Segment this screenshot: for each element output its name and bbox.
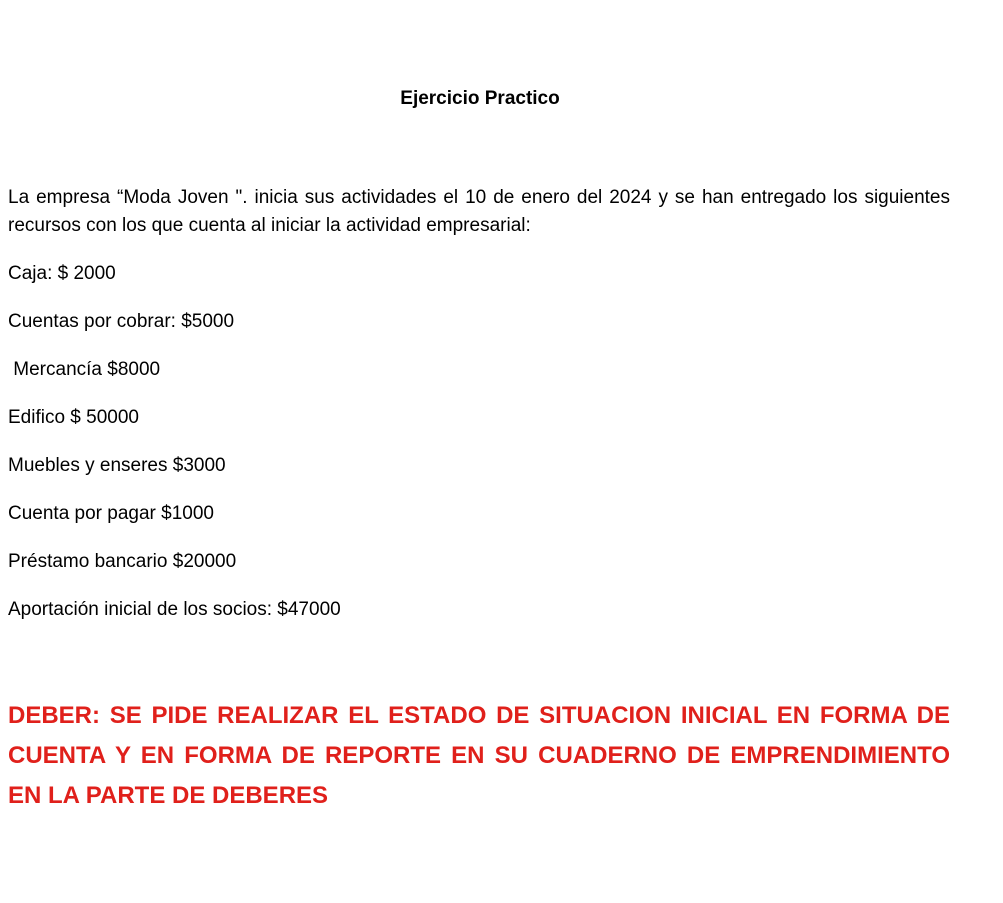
list-item: Cuentas por cobrar: $5000 [8,311,235,332]
list-item: Mercancía $8000 [8,359,161,380]
resource-list [8,262,948,646]
list-item: Cuenta por pagar $1000 [8,503,214,524]
list-item: Caja: $ 2000 [8,263,116,284]
list-item: Edifico $ 50000 [8,407,139,428]
intro-paragraph: La empresa “Moda Joven ". inicia sus actividades el 10 de enero del 2024 y se han entregado los siguientes recursos con los que cuenta al iniciar la actividad empresarial: [8,187,950,236]
list-item: Aportación inicial de los socios: $47000 [8,599,341,620]
list-item: Muebles y enseres $3000 [8,455,226,476]
homework-instruction: DEBER: SE PIDE REALIZAR EL ESTADO DE SITUACION INICIAL EN FORMA DE CUENTA Y EN FORMA DE REPORTE EN SU CUADERNO DE EMPRENDIMIENTO EN LA PARTE DE DEBERES [8,702,950,809]
list-item: Préstamo bancario $20000 [8,551,237,572]
page-title: Ejercicio Practico [400,88,560,109]
